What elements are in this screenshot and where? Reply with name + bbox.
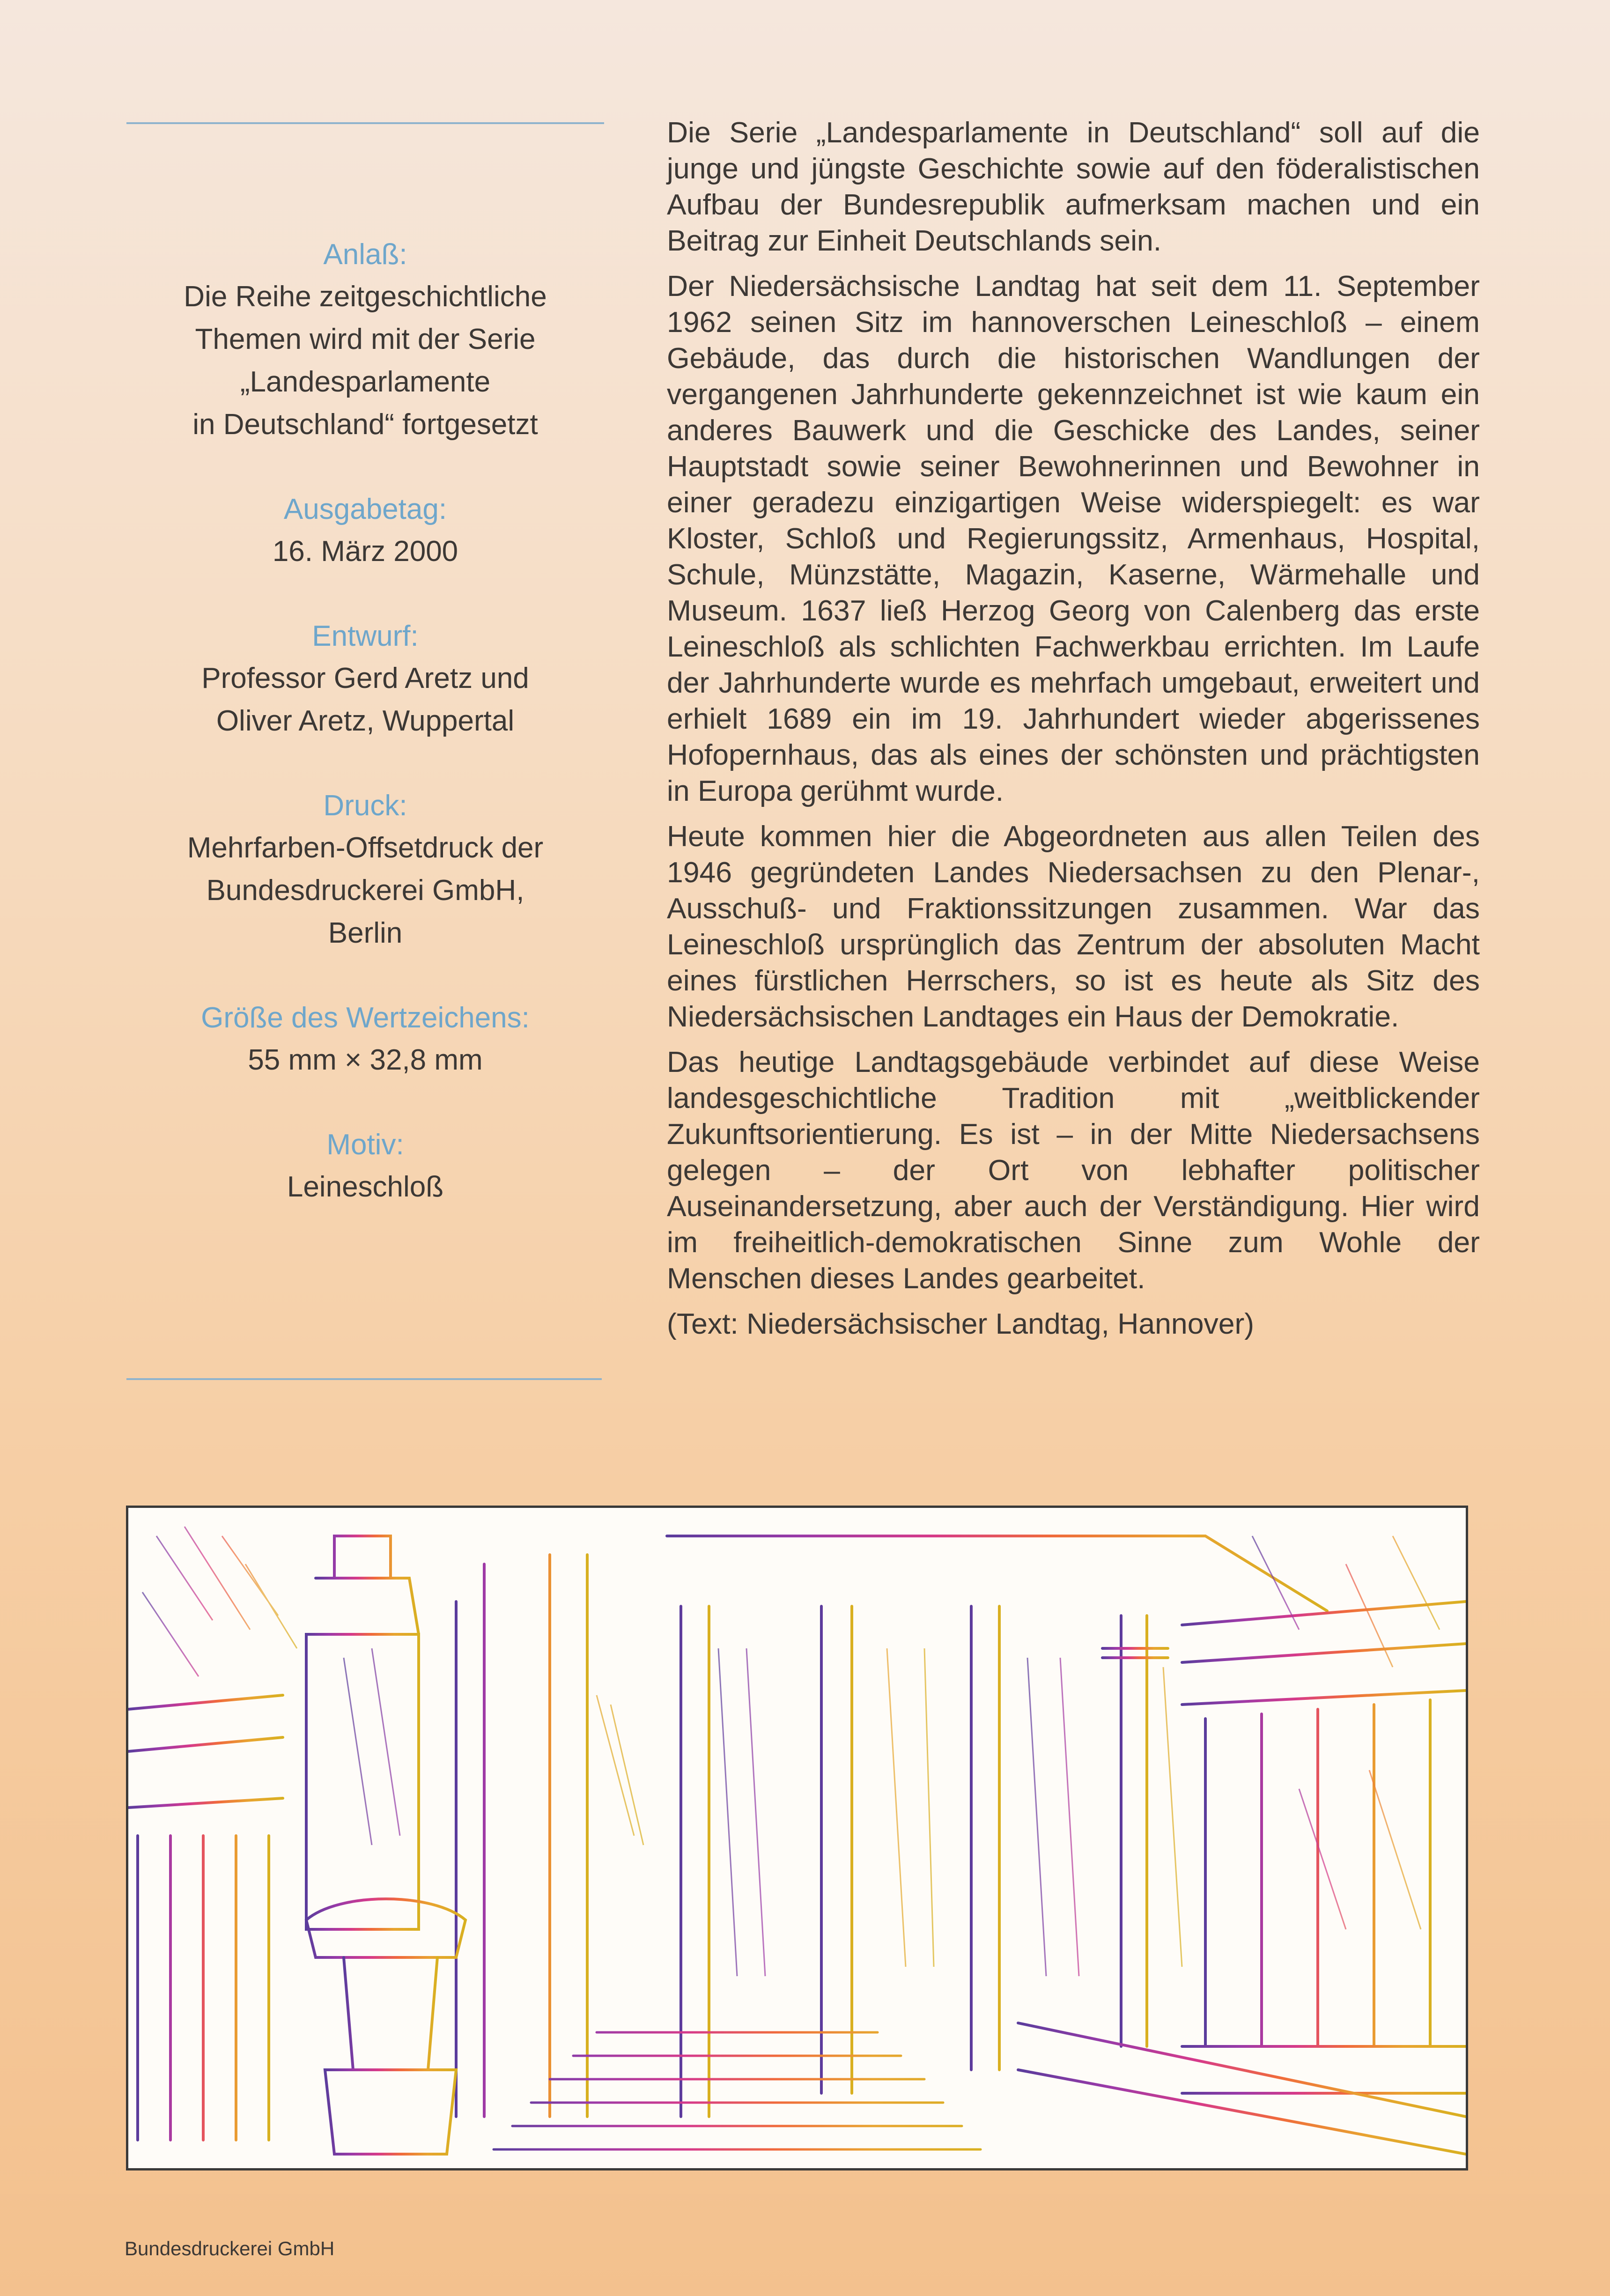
detail-stamp-size [126,997,604,1081]
detail-print [126,785,604,954]
detail-value-line: Themen wird mit der Serie [195,323,536,355]
body-paragraph: Der Niedersächsische Landtag hat seit dem 11. September 1962 seinen Sitz im hannoverschen Leineschloß – einem Gebäude, das durch die historischen Wandlungen der vergangenen Jahrhunderte gekennzeichnet ist wie kaum ein anderes Bauwerk und die Geschicke des Landes, seiner Hauptstadt sowie seiner Bewohnerinnen und Bewohner in einer geradezu einzigartigen Weise widerspiegelt: es war Kloster, Schloß und Regierungssitz, Armenhaus, Hospital, Schule, Münzstätte, Magazin, Kaserne, Wärmehalle und Museum. 1637 ließ Herzog Georg von Calenberg das erste Leineschloß als schlichten Fachwerkbau errichten. Im Laufe der Jahrhunderte wurde es mehrfach umgebaut, erweitert und erhielt 1689 ein im 19. Jahrhundert wieder abgerissenes Hofopernhaus, das als eines der schönsten und prächtigsten in Europa gerühmt wurde. [667,270,1480,807]
detail-label: Ausgabetag: [283,493,447,525]
building-sketch-lines [128,1513,1466,2154]
detail-label: Größe des Wertzeichens: [201,1002,530,1034]
detail-design [126,616,604,742]
detail-value-line: 16. März 2000 [272,535,458,568]
body-paragraph: Die Serie „Landesparlamente in Deutschland“ soll auf die junge und jüngste Geschichte sowie auf den föderalistischen Aufbau der Bundesrepublik aufmerksam machen und ein Beitrag zur Einheit Deutschlands sein. [667,116,1480,257]
detail-value-line: Leineschloß [287,1171,444,1203]
publisher-imprint: Bundesdruckerei GmbH [125,2237,335,2259]
detail-issue-date [126,489,604,573]
detail-value-line: „Landesparlamente [240,366,491,398]
bottom-divider [126,1378,602,1380]
detail-motif [126,1124,604,1208]
detail-value-line: 55 mm × 32,8 mm [248,1044,483,1076]
detail-value-line: Mehrfarben-Offsetdruck der [187,832,544,864]
detail-label: Druck: [323,790,407,822]
detail-occasion [126,234,604,446]
detail-value-line: in Deutschland“ fortgesetzt [192,408,538,441]
detail-value-line: Die Reihe zeitgeschichtliche [184,281,547,313]
body-paragraph: Heute kommen hier die Abgeordneten aus allen Teilen des 1946 gegründeten Landes Niedersachsen zu den Plenar-, Ausschuß- und Fraktionssitzungen zusammen. War das Leineschloß ursprünglich das Zentrum der absoluten Macht eines fürstlichen Herrschers, so ist es heute als Sitz des Niedersächsischen Landtages ein Haus der Demokratie. [667,820,1480,1033]
issue-details [126,234,604,1251]
body-paragraph: Das heutige Landtagsgebäude verbindet auf diese Weise landesgeschichtliche Tradition mit „weitblickender Zukunftsorientierung. Es ist – in der Mitte Niedersachsens gelegen – der Ort von lebhafter politischer Auseinandersetzung, aber auch der Verständigung. Hier wird im freiheitlich-demokratischen Sinne zum Wohle der Menschen dieses Landes gearbeitet. [667,1046,1480,1295]
detail-value-line: Professor Gerd Aretz und [201,662,529,694]
detail-value-line: Bundesdruckerei GmbH, [206,874,524,907]
text-source: (Text: Niedersächsischer Landtag, Hannover) [667,1307,1255,1340]
hatching-strokes [142,1527,1440,1976]
leineschloss-sketch-svg [128,1508,1466,2168]
detail-value-line: Oliver Aretz, Wuppertal [216,705,515,737]
body-text [667,115,1480,1351]
top-divider [126,122,604,124]
detail-label: Motiv: [326,1129,404,1161]
detail-value-line: Berlin [328,917,403,949]
detail-label: Entwurf: [312,620,419,652]
leineschloss-illustration [126,1506,1468,2170]
detail-label: Anlaß: [323,238,407,271]
